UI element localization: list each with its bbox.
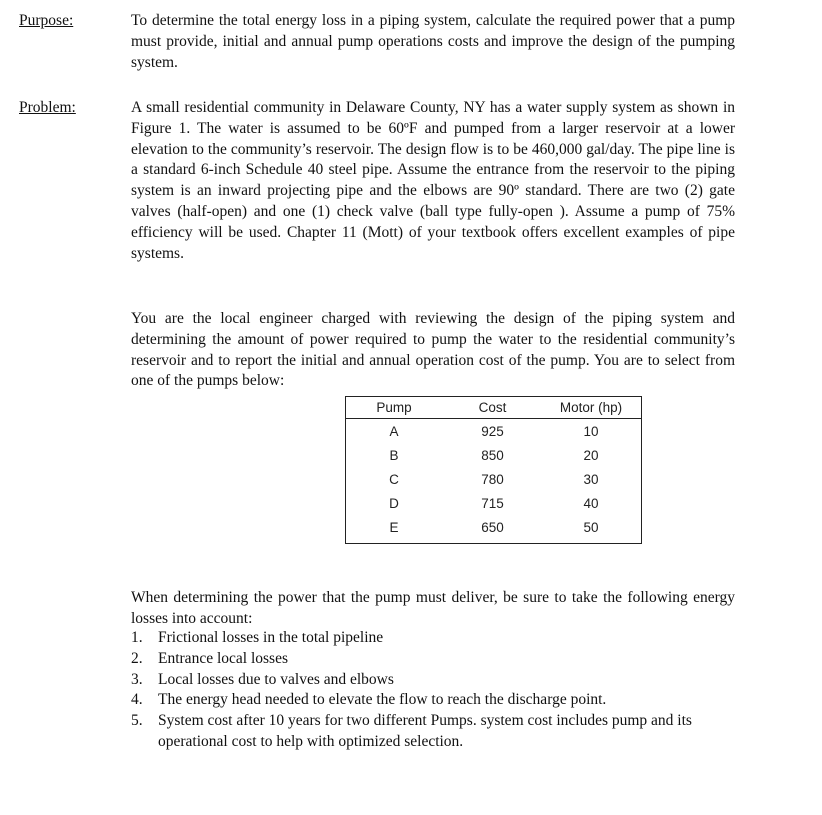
table-header-cost: Cost — [478, 400, 507, 415]
table-cell-cost: 925 — [481, 424, 504, 439]
list-item — [131, 649, 737, 670]
problem-label: Problem: — [19, 99, 76, 116]
table-cell-cost: 780 — [481, 472, 504, 487]
problem-text: A small residential community in Delaware County, NY has a water supply system as shown in Figure 1. The water is assumed to be 60ºF and pumped from a larger reservoir at a lower elevation to the community’s reservoir. The design flow is to be 460,000 gal/day. The pipe line is a standard 6-inch Schedule 40 steel pipe. Assume the entrance from the reservoir to the piping system is an inward projecting pipe and the elbows are 90º standard. There are two (2) gate valves (half-open) and one (1) check valve (ball type fully-open ). Assume a pump of 75% efficiency will be used. Chapter 11 (Mott) of your textbook offers excellent examples of pipe systems. — [131, 99, 735, 262]
table-cell-motor: 40 — [583, 496, 599, 511]
purpose-text: To determine the total energy loss in a piping system, calculate the required power that a pump must provide, initial and annual pump operations costs and improve the design of the pumping system. — [131, 12, 735, 71]
table-cell-motor: 50 — [583, 520, 599, 535]
losses-list — [131, 628, 737, 753]
table-cell-pump: D — [389, 496, 399, 511]
list-number: 1. — [131, 629, 143, 646]
list-item-text: Entrance local losses — [158, 649, 288, 667]
table-cell-motor: 30 — [583, 472, 599, 487]
list-item-text: Local losses due to valves and elbows — [158, 670, 394, 688]
list-item — [131, 670, 737, 691]
list-item — [131, 711, 737, 753]
table-cell-pump: B — [389, 448, 399, 463]
table-cell-pump: E — [389, 520, 399, 535]
list-item-text: Frictional losses in the total pipeline — [158, 629, 384, 646]
table-cell-pump: A — [389, 424, 399, 439]
list-number: 3. — [131, 670, 143, 688]
table-header-divider — [345, 418, 642, 419]
engineer-paragraph: You are the local engineer charged with reviewing the design of the piping system and determining the amount of power required to pump the water to the residential community’s reservoir and to report the initial and annual operation cost of the pump. You are to select from one of the pumps below: — [131, 310, 735, 390]
table-cell-pump: C — [389, 472, 399, 487]
list-item-text: The energy head needed to elevate the flow to reach the discharge point. — [158, 691, 607, 709]
table-cell-motor: 20 — [583, 448, 599, 463]
list-item — [131, 690, 737, 711]
pump-table — [345, 396, 642, 544]
table-cell-cost: 715 — [481, 496, 504, 511]
purpose-label: Purpose: — [19, 12, 74, 29]
table-cell-cost: 650 — [481, 520, 504, 535]
list-number: 4. — [131, 691, 143, 709]
list-item-text: System cost after 10 years for two different Pumps. system cost includes pump and its operational cost to help with optimized selection. — [158, 712, 692, 750]
table-header-pump: Pump — [376, 400, 412, 415]
list-number: 2. — [131, 649, 143, 667]
list-number: 5. — [131, 712, 143, 730]
table-cell-motor: 10 — [583, 424, 599, 439]
list-item — [131, 628, 737, 649]
losses-intro: When determining the power that the pump must deliver, be sure to take the following energy losses into account: — [131, 589, 735, 627]
table-header-motor: Motor (hp) — [559, 400, 623, 415]
table-cell-cost: 850 — [481, 448, 504, 463]
